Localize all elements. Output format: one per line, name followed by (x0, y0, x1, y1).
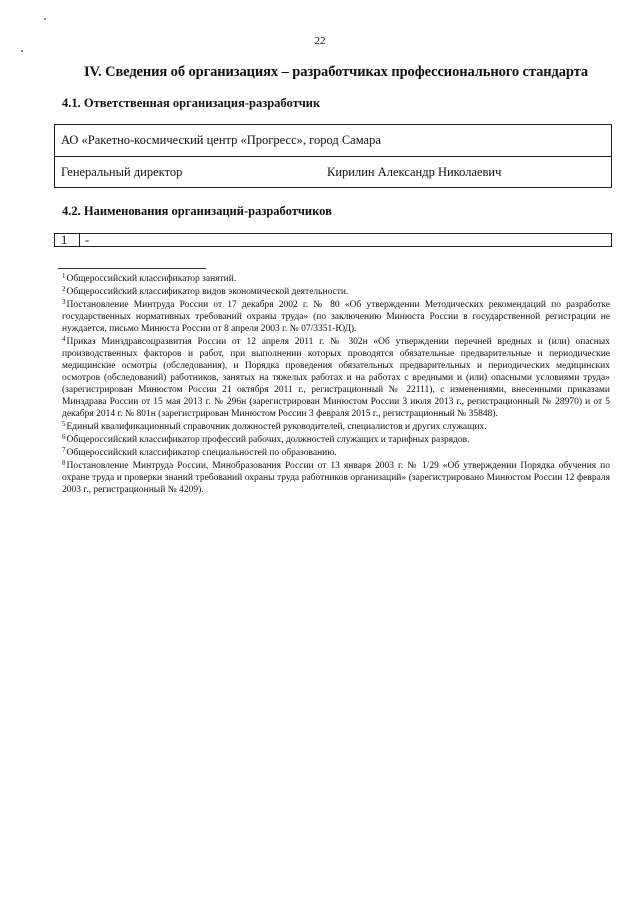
footnote-mark: 1 (62, 272, 66, 280)
footnote (62, 447, 610, 459)
footnote (62, 286, 610, 298)
footnote (62, 273, 610, 285)
footnote (62, 299, 610, 335)
footnote-text: Общероссийский классификатор видов экономической деятельности. (66, 287, 349, 297)
responsible-heading: 4.1. Ответственная организация-разработчик (62, 96, 321, 110)
footnote (62, 434, 610, 446)
footnote-mark: 6 (62, 433, 66, 441)
signatory-name: Кирилин Александр Николаевич (327, 164, 502, 179)
organization-row (55, 125, 611, 156)
developer-row-number: 1 (55, 234, 80, 246)
footnote-mark: 3 (62, 298, 66, 306)
page-number: 22 (314, 35, 326, 47)
signatory-position: Генеральный директор (61, 164, 183, 179)
developers-table (54, 233, 612, 247)
footnote-text: Общероссийский классификатор специальностей по образованию. (66, 448, 337, 458)
organization-name: АО «Ракетно-космический центр «Прогресс», город Самара (61, 133, 381, 147)
scan-speck (21, 50, 23, 52)
footnote-mark: 8 (62, 459, 66, 467)
developers-heading: 4.2. Наименования организаций-разработчиков (62, 204, 332, 218)
footnote-text: Единый квалификационный справочник должностей руководителей, специалистов и других служащих. (66, 422, 487, 432)
footnote-text: Общероссийский классификатор профессий рабочих, должностей служащих и тарифных разрядов. (66, 435, 470, 445)
footnote-text: Общероссийский классификатор занятий. (66, 274, 237, 284)
developer-row-name: - (85, 232, 90, 247)
footnote-mark: 5 (62, 420, 66, 428)
footnote-mark: 2 (62, 285, 66, 293)
footnote (62, 421, 610, 433)
footnote-text: Постановление Минтруда России от 17 декабря 2002 г. № 80 «Об утверждении Методических рекомендаций по разработке государственных нормативных требований охраны труда» (по заключению Минюста России в государственной регистрации не нуждается, письмо Минюста России от 8 апреля 2003 г. № 07/3351-ЮД). (62, 300, 610, 334)
responsible-table (54, 124, 612, 188)
footnote-divider (58, 268, 206, 269)
footnotes (62, 273, 610, 497)
section-title: IV. Сведения об организациях – разработчиках профессионального стандарта (83, 64, 589, 80)
scan-speck (44, 18, 46, 20)
footnote-mark: 7 (62, 446, 66, 454)
footnote (62, 336, 610, 420)
footnote-mark: 4 (62, 335, 66, 343)
footnote-text: Приказ Минздравсоцразвития России от 12 апреля 2011 г. № 302н «Об утверждении перечней вредных и (или) опасных производственных факторов и работ, при выполнении которых проводятся обязательные предварительные и периодические медицинские осмотры (обследования), и Порядка проведения обязательных предварительных и периодических медицинских осмотров (обследований) работников, занятых на тяжелых работах и на работах с вредными и (или) опасными условиями труда» (зарегистрирован Минюстом России 21 октября 2011 г., регистрационный № 22111), с изменениями, внесенными приказами Минздрава России от 15 мая 2013 г. № 296н (зарегистрирован Минюстом России 3 июля 2013 г., регистрационный № 28970) и от 5 декабря 2014 г. № 801н (зарегистрирован Минюстом России 3 февраля 2015 г., регистрационный № 35848). (62, 337, 610, 419)
footnote (62, 460, 610, 496)
footnote-text: Постановление Минтруда России, Минобразования России от 13 января 2003 г. № 1/29 «Об утверждении Порядка обучения по охране труда и проверки знаний требований охраны труда работников организаций» (зарегистрировано Минюстом России 12 февраля 2003 г., регистрационный № 4209). (62, 461, 610, 495)
signatory-row (55, 156, 611, 187)
